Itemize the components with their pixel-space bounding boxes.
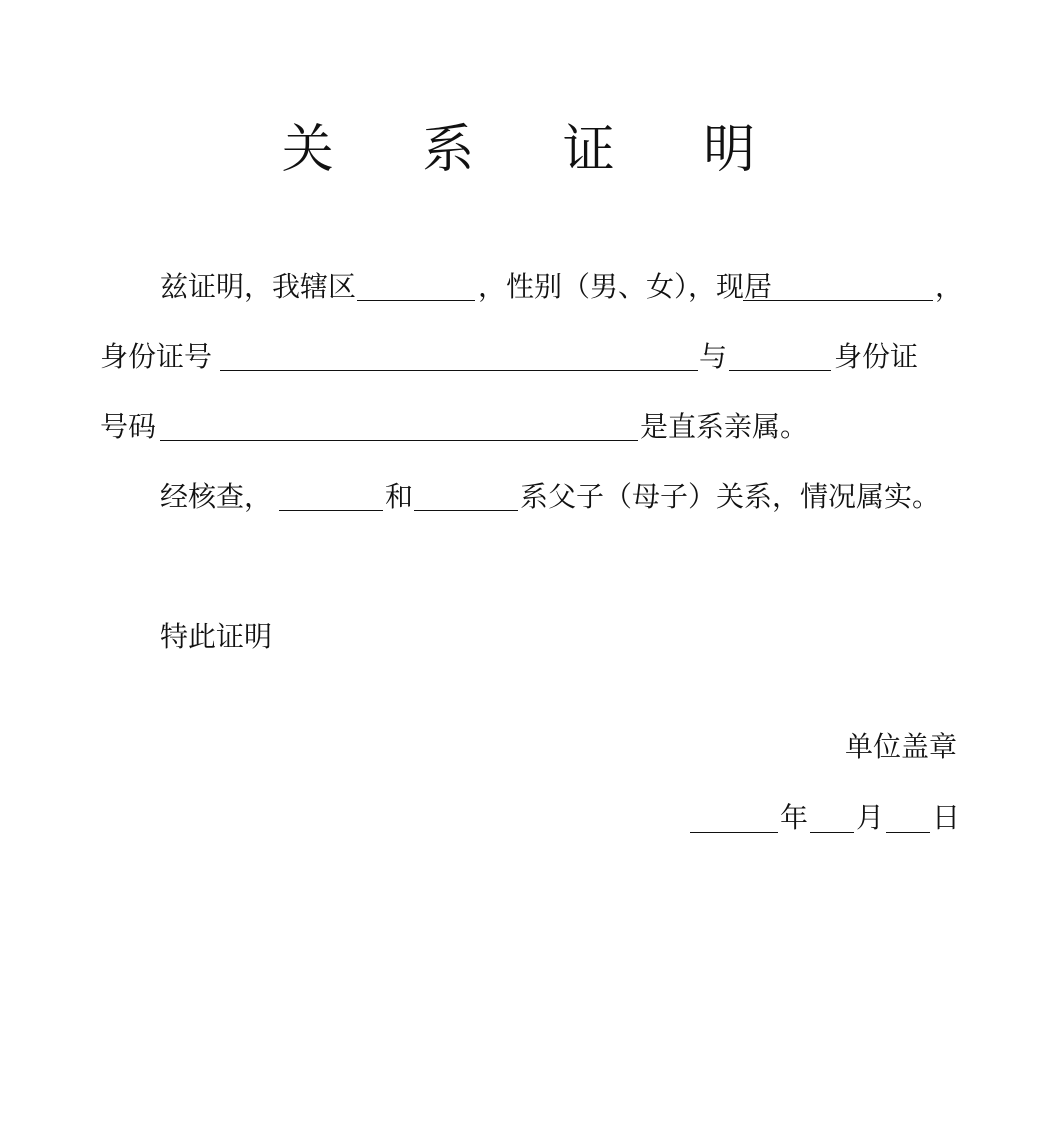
address-blank [743,300,933,301]
name-blank [357,300,475,301]
day-label: 日 [932,801,961,834]
para3-text-b: 是直系亲属。 [640,410,809,443]
person-a-blank [279,510,383,511]
person-b-blank [414,510,518,511]
para2-text-b: 与 [699,340,728,373]
day-blank [886,832,930,833]
para4-text-c: 系父子（母子）关系，情况属实。 [520,480,941,513]
para2-text-a: 身份证号 [100,340,213,373]
document-title: 关 系 证 明 [281,120,792,180]
para3-text-a: 号码 [100,410,157,443]
para1-text-a: 兹证明，我辖区 [160,270,357,303]
unit-stamp-label: 单位盖章 [844,730,957,763]
para1-text-c: ， [935,270,964,303]
year-blank [690,832,778,833]
closing-text: 特此证明 [160,620,273,653]
para4-text-a: 经核查， [160,480,273,513]
para2-text-c: 身份证 [834,340,919,373]
year-label: 年 [780,801,809,834]
id-number-blank-1 [220,370,698,371]
month-blank [810,832,854,833]
relative-name-blank [729,370,831,371]
para4-text-b: 和 [385,480,414,513]
month-label: 月 [856,801,885,834]
para1-text-b: ，性别（男、女），现居 [478,270,773,303]
id-number-blank-2 [160,440,638,441]
